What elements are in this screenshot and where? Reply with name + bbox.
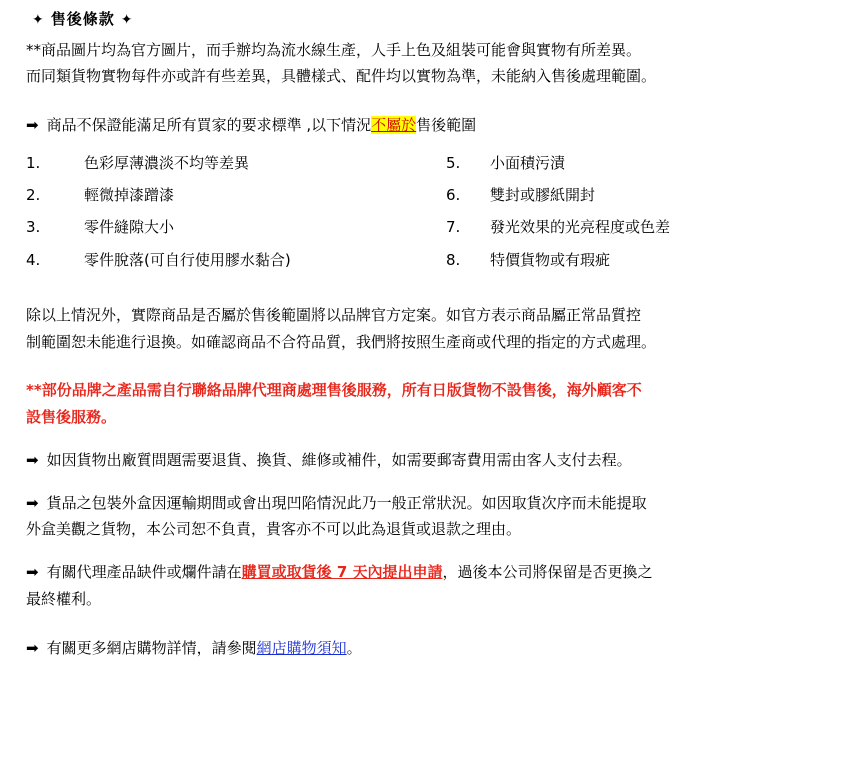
spacer [26,281,850,303]
notice-before-text: 商品不保證能滿足所有買家的要求標準 ,以下情況 [46,116,372,135]
list-item [446,152,670,175]
list-item-number: 2. [26,186,41,205]
page-title [26,8,850,32]
policy-line-1: 除以上情況外，實際商品是否屬於售後範圍將以品牌官方定案。如官方表示商品屬正常品質控 [26,305,642,324]
agent-note-emphasis-text: 購買或取貨後 7 天內提出申請 [241,563,443,582]
list-item-label: 色彩厚薄濃淡不均等差異 [84,153,250,172]
intro-asterisks: ** [26,40,41,59]
list-item [26,152,446,175]
list-item-label: 零件脫落(可自行使用膠水黏合) [84,250,291,269]
warning-paragraph [26,378,850,430]
note-item-agent-claim [26,560,850,612]
list-item-number: 8. [446,250,461,269]
list-item [26,216,446,239]
list-item-number: 4. [26,250,41,269]
arrow-icon: ➡ [26,563,39,582]
note-item-more-info [26,636,850,661]
agent-note-after-text: ，過後本公司將保留是否更換之 [442,563,653,582]
warning-asterisks: ** [26,381,42,400]
spacer [26,440,850,448]
warning-line-1 [26,378,850,403]
note-item-return-shipping [26,448,850,473]
intro-paragraph [26,38,850,90]
spacer [26,364,850,378]
note-item-box-condition [26,491,850,543]
list-item [446,184,670,207]
note-text: 如因貨物出廠質問題需要退貨、換貨、維修或補件，如需要郵寄費用需由客人支付去程。 [46,450,632,469]
policy-paragraph [26,303,850,355]
list-item-label: 小面積污漬 [490,153,566,172]
intro-line-1 [26,38,850,63]
more-info-after-text: 。 [346,638,362,657]
list-item-number: 7. [446,218,461,237]
agent-note-line-1 [26,560,850,585]
exclusion-list [26,152,850,281]
diamond-right-icon: ✦ [120,12,134,28]
arrow-icon: ➡ [26,493,39,512]
list-item-number: 5. [446,153,461,172]
agent-note-line-2: 最終權利。 [26,589,102,608]
note-line-continued: 外盒美觀之貨物，本公司恕不負責，貴客亦不可以此為退貨或退款之理由。 [26,520,522,539]
notice-highlight-text: 不屬於 [371,116,417,135]
agent-note-before-text: 有關代理產品缺件或爛件請在 [46,563,242,582]
note-text: 貨品之包裝外盒因運輸期間或會出現凹陷情況此乃一般正常狀況。如因取貨次序而未能提取 [46,493,647,512]
arrow-icon: ➡ [26,450,39,469]
spacer [26,552,850,560]
list-item-label: 發光效果的光亮程度或色差 [490,218,671,237]
notice-after-text: 售後範圍 [416,116,477,135]
list-item [446,249,670,272]
list-item-label: 雙封或膠紙開封 [490,186,596,205]
exclusion-list-left-column [26,152,446,281]
list-item [26,249,446,272]
policy-line-2: 制範圍恕未能進行退換。如確認商品不合符品質，我們將按照生產商或代理的指定的方式處理。 [26,332,657,351]
list-item [446,216,670,239]
intro-line-2: 而同類貨物實物每件亦或許有些差異，具體樣式、配件均以實物為準，未能納入售後處理範圍。 [26,67,657,86]
exclusion-list-right-column [446,152,670,281]
spacer [26,483,850,491]
list-item-label: 特價貨物或有瑕疵 [490,250,611,269]
list-item-label: 零件縫隙大小 [84,218,175,237]
note-line [26,448,850,473]
warning-line-2: 設售後服務。 [26,408,117,427]
spacer [26,99,850,113]
list-item [26,184,446,207]
list-item-number: 6. [446,186,461,205]
notice-line [26,113,850,138]
arrow-icon: ➡ [26,638,39,657]
arrow-icon: ➡ [26,116,39,135]
page-title-text: 售後條款 [50,10,115,28]
list-item-label: 輕微掉漆蹭漆 [84,186,175,205]
list-item-number: 3. [26,218,41,237]
more-info-before-text: 有關更多網店購物詳情，請參閱 [46,638,257,657]
list-item-number: 1. [26,153,41,172]
note-line [26,491,850,516]
shop-guide-link[interactable]: 網店購物須知 [256,638,347,657]
diamond-left-icon: ✦ [32,12,45,28]
more-info-line [26,636,850,661]
intro-line-1-text: 商品圖片均為官方圖片，而手辦均為流水線生產，人手上色及組裝可能會與實物有所差異。 [41,40,642,59]
spacer [26,622,850,636]
warning-line-1-text: 部份品牌之產品需自行聯絡品牌代理商處理售後服務，所有日版貨物不設售後，海外顧客不 [41,381,642,400]
